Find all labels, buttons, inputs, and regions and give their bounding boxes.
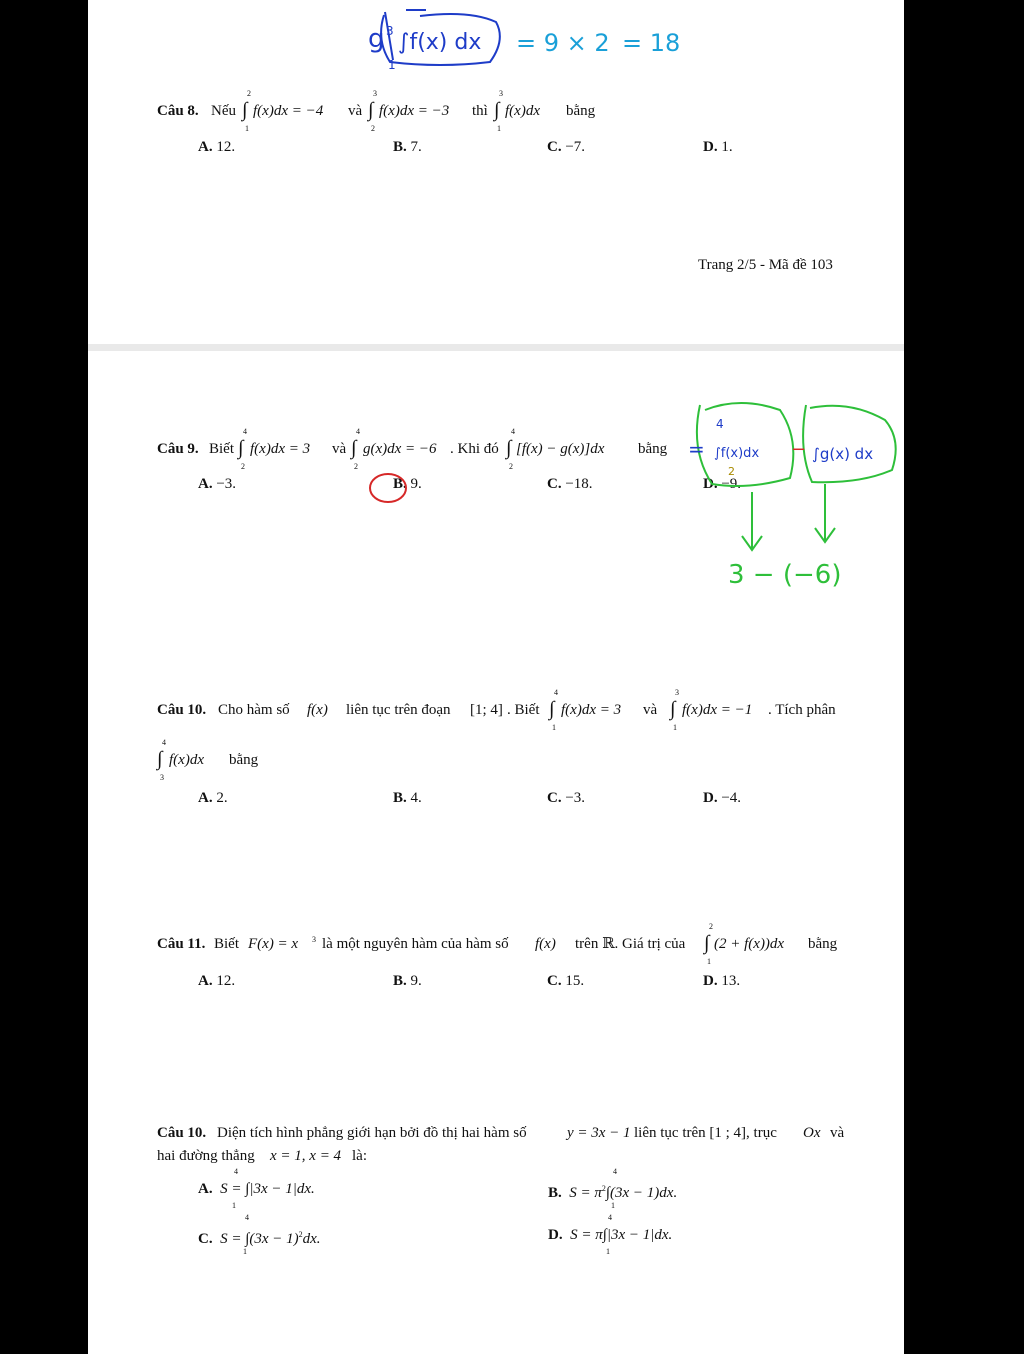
hw-sub: 1 <box>388 58 396 72</box>
q8-tail: bằng <box>566 103 596 119</box>
q10a-option-b[interactable] <box>393 789 422 807</box>
q10a-text4: . Tích phân <box>768 702 836 718</box>
q11-int1: (2 + f(x))dx <box>714 936 785 952</box>
q9-option-a-value: −3. <box>216 476 237 492</box>
q8-int3-upper: 3 <box>499 89 503 98</box>
q10a-interval: [1; 4] <box>470 702 503 718</box>
q9-option-a-key: A. <box>198 476 213 492</box>
hw-q9-eq: = <box>688 437 705 461</box>
q10a-option-c-value: −3. <box>565 790 586 806</box>
q10b-c-upper: 4 <box>245 1213 249 1222</box>
q10a-integral-sign-3: ∫ <box>157 748 163 770</box>
q9-int3: [f(x) − g(x)]dx <box>516 441 605 457</box>
q11-option-b-key: B. <box>393 973 407 989</box>
q11-option-d-value: 13. <box>721 973 741 989</box>
q10b-c-lower: 1 <box>243 1247 247 1256</box>
q10b-text2: liên tục trên [1 ; 4], trục <box>634 1125 777 1141</box>
q9-option-d-value: −9. <box>721 476 742 492</box>
hw-inner: ∫f(x) dx <box>398 30 482 55</box>
q10b-option-b-sup: 2 <box>601 1184 606 1193</box>
q11-option-c[interactable] <box>547 972 584 990</box>
q10a-int1-upper: 4 <box>554 688 558 697</box>
q10a-option-a-key: A. <box>198 790 213 806</box>
q8-int1-lower: 1 <box>245 124 249 133</box>
hw-q9-up: 4 <box>716 417 724 431</box>
q11-option-d[interactable] <box>703 972 740 990</box>
q10b-option-c-key: C. <box>198 1231 213 1247</box>
q8-option-b-value: 7. <box>410 139 422 155</box>
q9-int1-lower: 2 <box>241 462 245 471</box>
q10b-option-c[interactable] <box>198 1226 321 1248</box>
q9-option-b-value: 9. <box>410 476 422 492</box>
q10b-d-lower: 1 <box>606 1247 610 1256</box>
hw-q9-right: ∫g(x) dx <box>812 445 874 463</box>
q11-tail: bằng <box>808 936 838 952</box>
q8-option-c-value: −7. <box>565 139 586 155</box>
q11-text1: Biết <box>214 936 239 952</box>
q9-option-d-key: D. <box>703 476 718 492</box>
q10b-lines: x = 1, x = 4 <box>270 1148 342 1164</box>
q10b-option-a-value: S = ∫|3x − 1|dx. <box>220 1181 315 1197</box>
q11-text3: trên ℝ. Giá trị của <box>575 936 686 952</box>
q11-label: Câu 11. <box>157 936 206 952</box>
q10a-option-d-key: D. <box>703 790 718 806</box>
hw-eq1: = 9 × 2 <box>516 29 610 57</box>
q8-then: thì <box>472 103 488 119</box>
q10b-fn: y = 3x − 1 <box>567 1125 631 1141</box>
q9-int1: f(x)dx = 3 <box>250 441 311 457</box>
q10b-label: Câu 10. <box>157 1125 207 1141</box>
q10b-option-c-value: dx. <box>302 1231 321 1247</box>
q9-option-c-key: C. <box>547 476 562 492</box>
hw-q9-lo: 2 <box>728 465 735 478</box>
ink-annotations-q9 <box>0 0 1024 620</box>
q10b-option-c-prefix: S = ∫(3x − 1) <box>220 1231 299 1247</box>
q9-int3-upper: 4 <box>511 427 515 436</box>
hw-q9-result: 3 − (−6) <box>728 560 842 590</box>
q10b-option-d[interactable] <box>548 1226 672 1244</box>
q10b-line2a: hai đường thẳng <box>157 1148 255 1164</box>
q10a-and: và <box>643 702 658 718</box>
q9-option-c-value: −18. <box>565 476 593 492</box>
q10a-text1: Cho hàm số <box>218 702 290 718</box>
q11-option-a-value: 12. <box>216 973 236 989</box>
q10a-text2: liên tục trên đoạn <box>346 702 451 718</box>
q8-int1: f(x)dx = −4 <box>253 103 324 119</box>
q11-int1-upper: 2 <box>709 922 713 931</box>
q10a-option-b-value: 4. <box>410 790 422 806</box>
q10b-b-lower: 1 <box>611 1201 615 1210</box>
q8-integral-sign-3: ∫ <box>494 99 500 121</box>
q9-int2: g(x)dx = −6 <box>363 441 437 457</box>
q10a-integral-sign-2: ∫ <box>670 698 676 720</box>
q9-text: Biết <box>209 441 234 457</box>
q10b-text3: và <box>830 1125 845 1141</box>
q11-option-a-key: A. <box>198 973 213 989</box>
q11-int1-lower: 1 <box>707 957 711 966</box>
q8-and: và <box>348 103 363 119</box>
q10a-int3-upper: 4 <box>162 738 166 747</box>
q8-int3: f(x)dx <box>505 103 540 119</box>
q10b-line2b: là: <box>352 1148 367 1164</box>
q8-label: Câu 8. <box>157 103 199 119</box>
q8-option-b-key: B. <box>393 139 407 155</box>
q9-option-b-key: B. <box>393 476 407 492</box>
q8-option-d-key: D. <box>703 139 718 155</box>
q11-fx: f(x) <box>535 936 556 952</box>
q10a-int3: f(x)dx <box>169 752 204 768</box>
q9-integral-sign-2: ∫ <box>351 437 357 459</box>
hw-prefix: g <box>368 24 385 54</box>
q8-int2-lower: 2 <box>371 124 375 133</box>
q9-then: . Khi đó <box>450 441 499 457</box>
q11-Fx: F(x) = x <box>248 936 299 952</box>
q8-int2-upper: 3 <box>373 89 377 98</box>
q10a-int3-lower: 3 <box>160 773 164 782</box>
q11-text2: là một nguyên hàm của hàm số <box>322 936 509 952</box>
q10a-text3: . Biết <box>507 702 540 718</box>
q10b-option-d-value: S = π∫|3x − 1|dx. <box>570 1227 673 1243</box>
q8-integral-sign-2: ∫ <box>368 99 374 121</box>
q10b-option-a-key: A. <box>198 1181 213 1197</box>
q10b-text1: Diện tích hình phẳng giới hạn bởi đồ thị hai hàm số <box>217 1125 527 1141</box>
q10a-option-c-key: C. <box>547 790 562 806</box>
q9-int3-lower: 2 <box>509 462 513 471</box>
q10b-option-a[interactable] <box>198 1180 315 1198</box>
q10a-integral-sign-1: ∫ <box>549 698 555 720</box>
q11-option-a[interactable] <box>198 972 235 990</box>
q8-int2: f(x)dx = −3 <box>379 103 450 119</box>
q9-label: Câu 9. <box>157 441 199 457</box>
q9-int2-lower: 2 <box>354 462 358 471</box>
q10a-int2-upper: 3 <box>675 688 679 697</box>
q8-option-a-value: 12. <box>216 139 236 155</box>
q11-integral-sign: ∫ <box>704 932 710 954</box>
q9-and: và <box>332 441 347 457</box>
q10a-option-d[interactable] <box>703 789 741 807</box>
q10b-option-c-sup: 2 <box>298 1230 303 1239</box>
q10a-int2-lower: 1 <box>673 723 677 732</box>
q10b-option-b-value: ∫(3x − 1)dx. <box>605 1185 678 1201</box>
q10b-b-upper: 4 <box>613 1167 617 1176</box>
q8-text: Nếu <box>211 103 236 119</box>
q10b-option-b[interactable] <box>548 1180 677 1202</box>
q8-option-a-key: A. <box>198 139 213 155</box>
q10b-a-upper: 4 <box>234 1167 238 1176</box>
hw-sup: 3 <box>386 24 394 38</box>
q10a-int2: f(x)dx = −1 <box>682 702 753 718</box>
page-footer: Trang 2/5 - Mã đề 103 <box>698 257 833 273</box>
q9-integral-sign-1: ∫ <box>238 437 244 459</box>
q9-integral-sign-3: ∫ <box>506 437 512 459</box>
q11-option-c-value: 15. <box>565 973 585 989</box>
q10b-option-d-key: D. <box>548 1227 563 1243</box>
q10a-option-a[interactable] <box>198 789 228 807</box>
hw-q9-minus: − <box>791 439 807 460</box>
q9-tail: bằng <box>638 441 668 457</box>
q10a-int1-lower: 1 <box>552 723 556 732</box>
q10a-option-a-value: 2. <box>216 790 228 806</box>
q10b-a-lower: 1 <box>232 1201 236 1210</box>
q10a-label: Câu 10. <box>157 702 207 718</box>
hw-eq2: = 18 <box>622 29 681 57</box>
q8-option-c-key: C. <box>547 139 562 155</box>
q8-option-d-value: 1. <box>721 139 733 155</box>
q8-integral-sign-1: ∫ <box>242 99 248 121</box>
q10b-option-b-prefix: S = π <box>569 1185 602 1201</box>
q10a-tail: bằng <box>229 752 259 768</box>
q11-Fx-sup: 3 <box>312 935 316 944</box>
q10b-option-b-key: B. <box>548 1185 562 1201</box>
q10a-option-b-key: B. <box>393 790 407 806</box>
q9-int2-upper: 4 <box>356 427 360 436</box>
q11-option-c-key: C. <box>547 973 562 989</box>
q11-option-d-key: D. <box>703 973 718 989</box>
hw-q9-left: ∫f(x)dx <box>714 446 760 461</box>
q10a-option-d-value: −4. <box>721 790 742 806</box>
q10a-fx: f(x) <box>307 702 328 718</box>
q11-option-b-value: 9. <box>410 973 422 989</box>
q8-int3-lower: 1 <box>497 124 501 133</box>
q10b-axis: Ox <box>803 1125 821 1141</box>
q8-int1-upper: 2 <box>247 89 251 98</box>
q9-int1-upper: 4 <box>243 427 247 436</box>
q10a-option-c[interactable] <box>547 789 585 807</box>
q10a-int1: f(x)dx = 3 <box>561 702 622 718</box>
q11-option-b[interactable] <box>393 972 422 990</box>
q10b-d-upper: 4 <box>608 1213 612 1222</box>
